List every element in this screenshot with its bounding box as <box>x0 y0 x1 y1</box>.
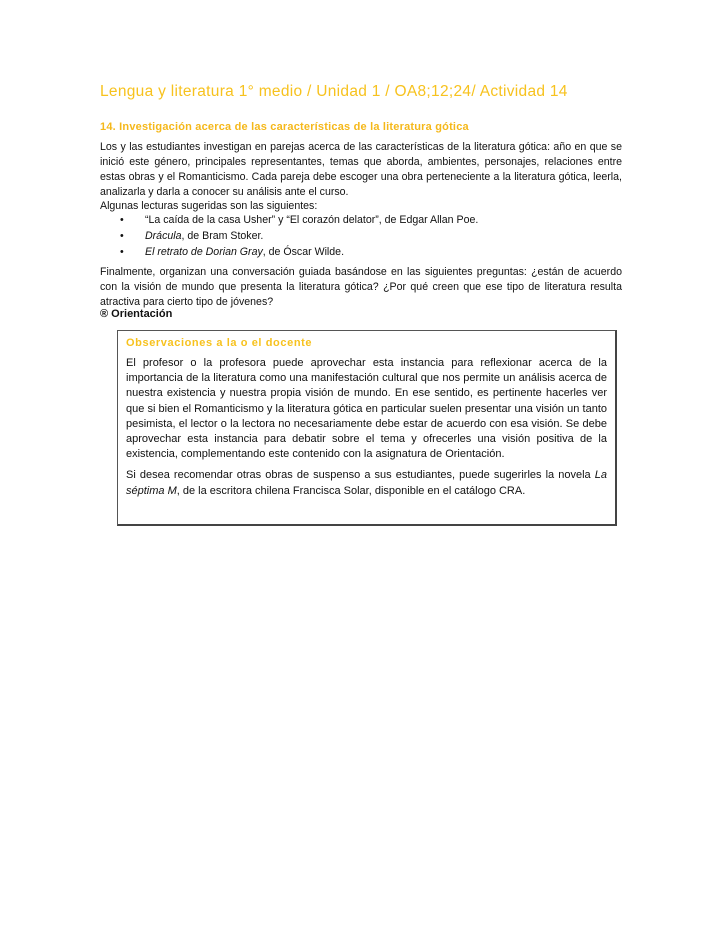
observations-paragraph: El profesor o la profesora puede aprovechar esta instancia para reflexionar acerca de la importancia de la literatura como una manifestación cultural que nos permite un análisis acerca de nuestra existencia y nuestra propia visión de mundo. En ese sentido, es pertinente hacerles ver que si bien el Romanticismo y la literatura gótica en particular suelen presentar una visión un tanto pesimista, el lector o la lectora no necesariamente debe estar de acuerdo con esa visión. Se debe aprovechar esta instancia para debatir sobre el tema y ofrecerles una visión positiva de la existencia, complementando este contenido con la asignatura de Orientación. <box>126 357 607 461</box>
reading-text: , de Bram Stoker. <box>181 230 264 242</box>
reading-title: El retrato de Dorian Gray <box>145 246 263 258</box>
list-item <box>100 228 620 244</box>
bullet-icon: • <box>120 246 124 258</box>
bullet-icon: • <box>120 214 124 226</box>
orientation-icon: ® <box>100 308 109 320</box>
reading-text: , de Óscar Wilde. <box>262 246 345 258</box>
page-title: Lengua y literatura 1° medio / Unidad 1 / OA8;12;24/ Actividad 14 <box>100 83 568 100</box>
reading-title: Drácula <box>145 230 182 242</box>
orientation-heading <box>100 308 172 320</box>
closing-questions: Finalmente, organizan una conversación guiada basándose en las siguientes preguntas: ¿están de acuerdo con la visión de mundo que presenta la literatura gótica? ¿Por qué creen que ese tipo de literatura resulta atractiva para cierto tipo de jóvenes? <box>100 266 622 308</box>
novel-title: La séptima M <box>126 469 607 497</box>
readings-list <box>100 212 620 260</box>
activity-intro: Los y las estudiantes investigan en parejas acerca de las características de la literatura gótica: año en que se inició este género, principales representantes, temas que aborda, ambientes, personajes, relaciones entre estas obras y el Romanticismo. Cada pareja debe escoger una obra perteneciente a la literatura gótica, leerla, analizarla y darla a conocer su análisis ante el curso. <box>100 141 622 198</box>
bullet-icon: • <box>120 230 124 242</box>
list-item <box>100 244 620 260</box>
readings-intro: Algunas lecturas sugeridas son las siguientes: <box>100 200 318 212</box>
orientation-label: Orientación <box>111 308 173 320</box>
reading-text: “La caída de la casa Usher” y “El corazón delator”, de Edgar Allan Poe. <box>145 214 479 226</box>
activity-title: 14. Investigación acerca de las características de la literatura gótica <box>100 121 469 133</box>
observations-text: , de la escritora chilena Francisca Solar, disponible en el catálogo CRA. <box>176 484 526 497</box>
list-item <box>100 212 620 228</box>
observations-text: Si desea recomendar otras obras de suspenso a sus estudiantes, puede sugerirles la novela <box>126 469 595 482</box>
observations-paragraph-2 <box>126 468 607 498</box>
observations-title: Observaciones a la o el docente <box>126 337 313 349</box>
teacher-observations-box <box>117 330 617 526</box>
